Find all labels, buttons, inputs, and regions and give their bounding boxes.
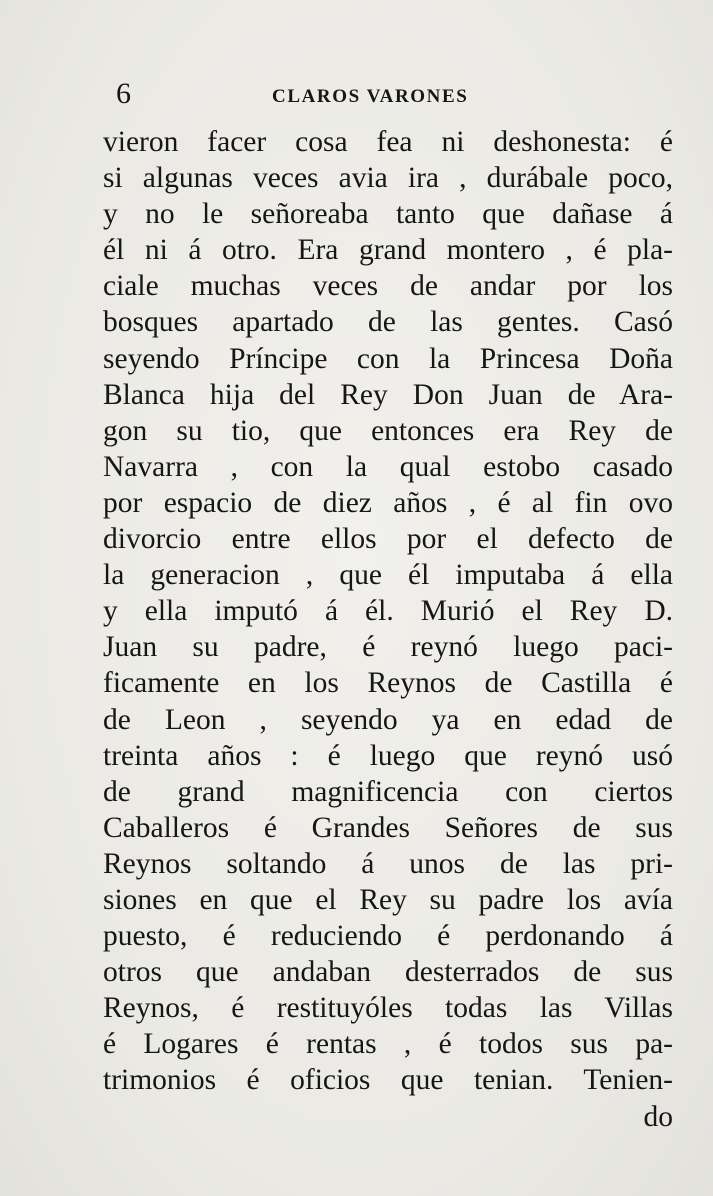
text-line: de grand magnificencia con ciertos [103,775,673,808]
running-title: CLAROS VARONES [272,86,469,107]
text-line: Caballeros é Grandes Señores de sus [103,811,673,844]
body-text [103,124,673,1135]
text-line: Reynos, é restituyóles todas las Villas [103,992,673,1025]
text-line: y ella imputó á él. Murió el Rey D. [103,595,673,628]
text-line: gon su tio, que entonces era Rey de [103,414,673,447]
text-line: él ni á otro. Era grand montero , é pla- [103,234,673,267]
text-line: Blanca hija del Rey Don Juan de Ara- [103,378,673,411]
text-line: puesto, é reduciendo é perdonando á [103,920,673,953]
text-line: trimonios é oficios que tenian. Tenien- [103,1064,673,1097]
text-line: y no le señoreaba tanto que dañase á [103,198,673,231]
text-line: de Leon , seyendo ya en edad de [103,703,673,736]
text-line: divorcio entre ellos por el defecto de [103,523,673,556]
text-line: Reynos soltando á unos de las pri- [103,847,673,880]
catchword: do [643,1100,673,1133]
text-line: vieron facer cosa fea ni deshonesta: é [103,126,673,158]
text-line: bosques apartado de las gentes. Casó [103,306,673,339]
text-line: seyendo Príncipe con la Princesa Doña [103,342,673,375]
text-line: otros que andaban desterrados de sus [103,956,673,989]
text-line: treinta años : é luego que reynó usó [103,739,673,772]
page-header [116,72,536,116]
text-line: Navarra , con la qual estobo casado [103,450,673,483]
text-line: si algunas veces avia ira , durábale poco, [103,162,673,195]
text-line: siones en que el Rey su padre los avía [103,883,673,916]
text-line: ciale muchas veces de andar por los [103,270,673,303]
text-line: por espacio de diez años , é al fin ovo [103,486,673,519]
text-line: la generacion , que él imputaba á ella [103,559,673,592]
text-line: ficamente en los Reynos de Castilla é [103,667,673,700]
text-line: Juan su padre, é reynó luego paci- [103,631,673,664]
text-line: é Logares é rentas , é todos sus pa- [103,1028,673,1061]
page-number: 6 [116,77,131,110]
